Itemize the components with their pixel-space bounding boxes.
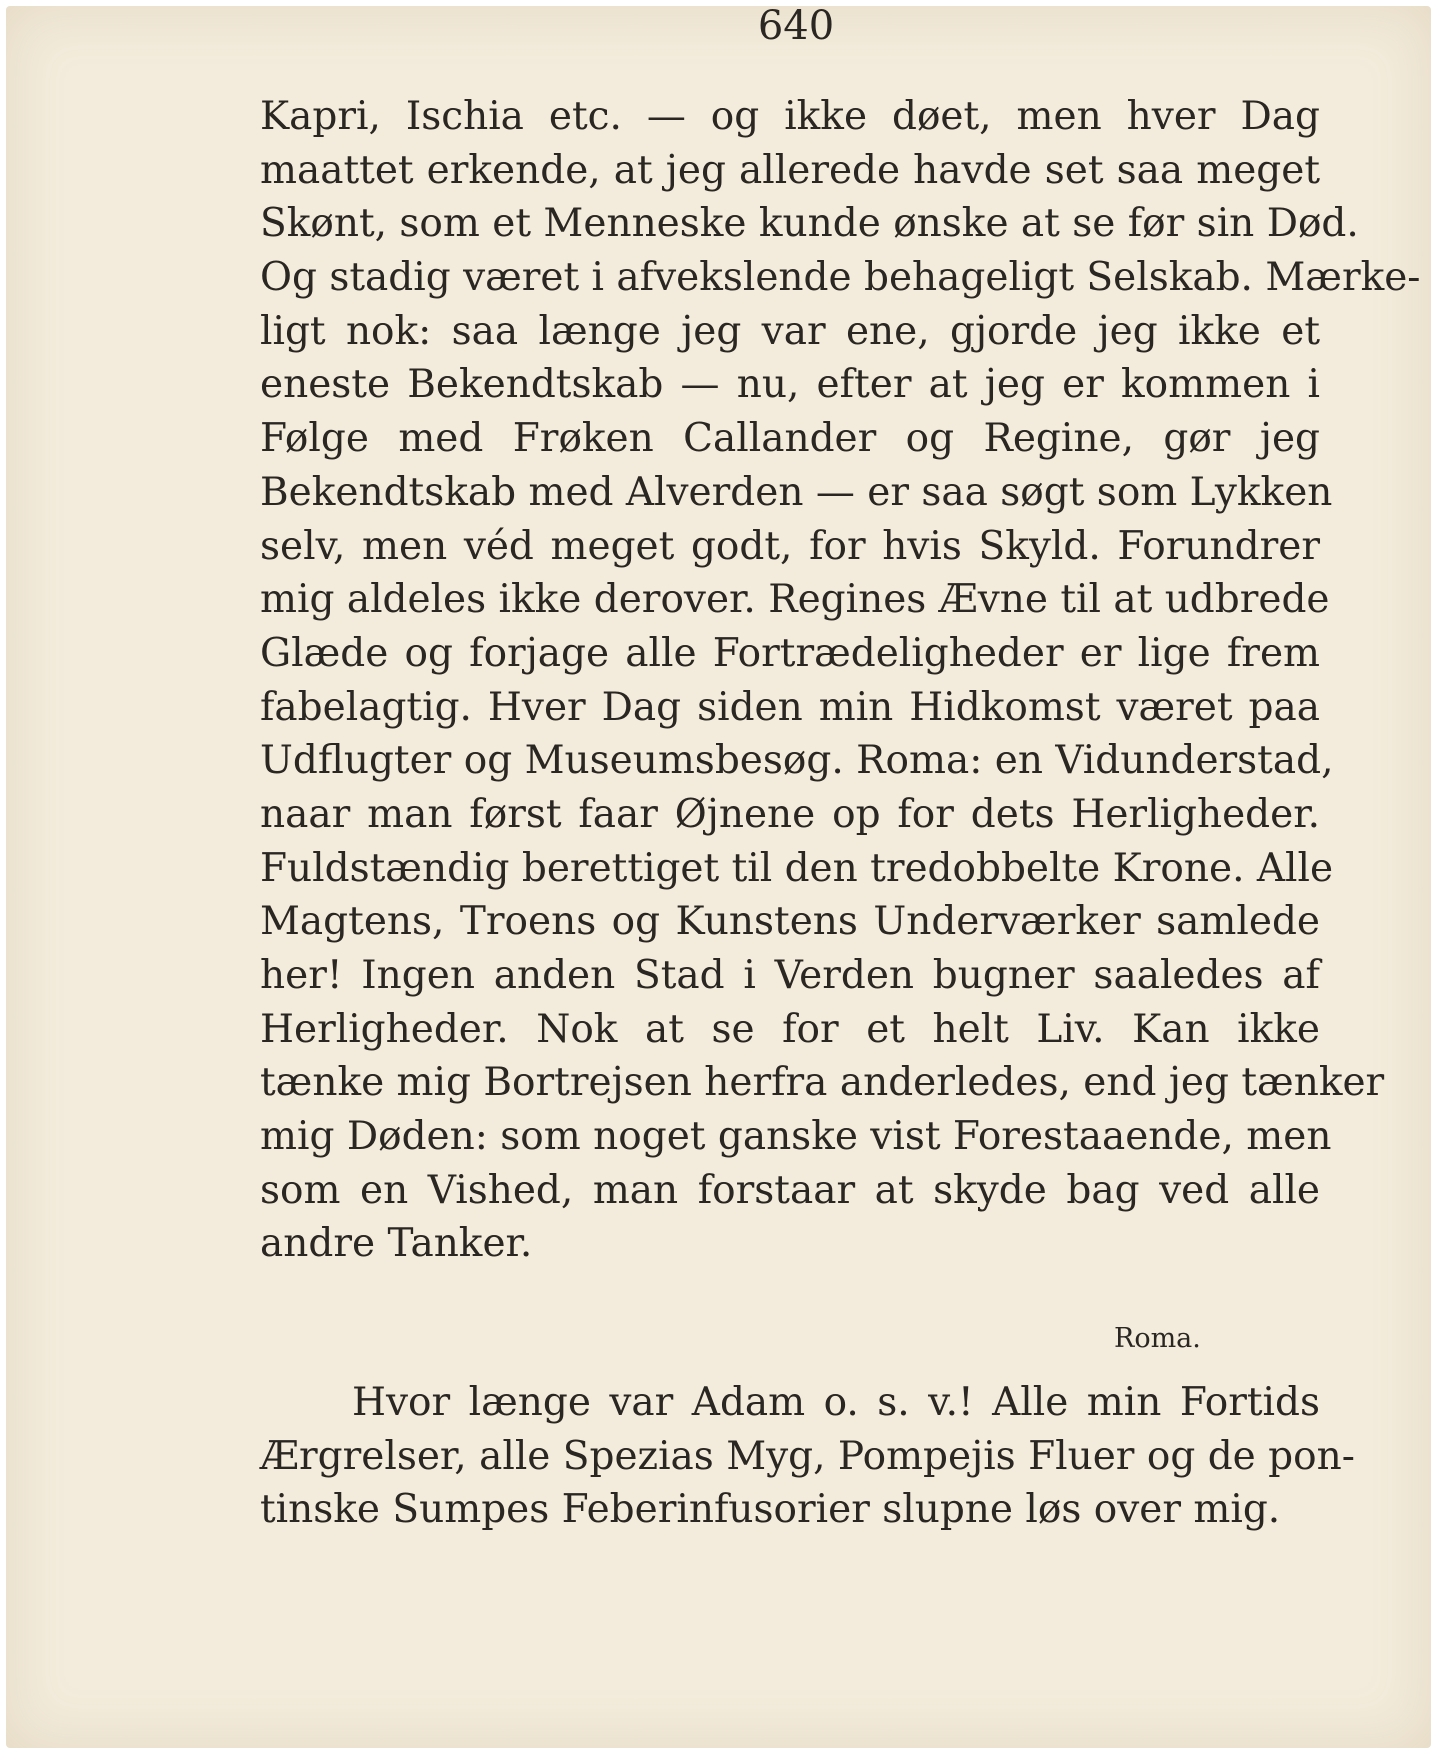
text-line: Kapri, Ischia etc. — og ikke døet, men hver Dag <box>260 94 1320 139</box>
text-line: maattet erkende, at jeg allerede havde set saa meget <box>260 147 1320 193</box>
text-line: tinske Sumpes Feberinfusorier slupne løs over mig. <box>260 1487 1281 1533</box>
text-line: Fuldstændig berettiget til den tredobbelte Krone. Alle <box>260 845 1334 891</box>
place-heading: Roma. <box>1114 1323 1201 1354</box>
text-line: mig Døden: som noget ganske vist Forestaaende, men <box>260 1114 1332 1160</box>
page-number: 640 <box>757 3 835 49</box>
book-page <box>6 3 1431 1748</box>
text-line: eneste Bekendtskab — nu, efter at jeg er kommen i <box>260 362 1320 408</box>
text-line: ligt nok: saa længe jeg var ene, gjorde jeg ikke et <box>260 308 1320 354</box>
text-line: Herligheder. Nok at se for et helt Liv. Kan ikke <box>260 1006 1320 1052</box>
text-line: Magtens, Troens og Kunstens Underværker samlede <box>260 899 1320 945</box>
text-line: her! Ingen anden Stad i Verden bugner saaledes af <box>260 953 1320 998</box>
text-line: Glæde og forjage alle Fortrædeligheder er lige frem <box>260 630 1320 676</box>
paragraph-2 <box>260 1376 1355 1537</box>
text-line: Skønt, som et Menneske kunde ønske at se før sin Død. <box>260 201 1359 247</box>
text-line: fabelagtig. Hver Dag siden min Hidkomst været paa <box>260 684 1320 730</box>
text-line: Følge med Frøken Callander og Regine, gør jeg <box>260 416 1320 462</box>
text-line: tænke mig Bortrejsen herfra anderledes, end jeg tænker <box>260 1060 1385 1106</box>
paragraph-1 <box>260 90 1421 1271</box>
text-line: Hvor længe var Adam o. s. v.! Alle min Fortids <box>352 1380 1320 1425</box>
text-line: Og stadig været i afvekslende behageligt Selskab. Mærke- <box>260 255 1421 301</box>
text-line: mig aldeles ikke derover. Regines Ævne til at udbrede <box>260 577 1330 623</box>
text-line: selv, men véd meget godt, for hvis Skyld. Forundrer <box>260 523 1320 569</box>
text-line: som en Vished, man forstaar at skyde bag ved alle <box>260 1167 1320 1213</box>
text-line: Ærgrelser, alle Spezias Myg, Pompejis Fluer og de pon- <box>260 1433 1355 1479</box>
text-line: andre Tanker. <box>260 1221 533 1267</box>
text-line: Udflugter og Museumsbesøg. Roma: en Vidunderstad, <box>260 738 1334 784</box>
text-line: naar man først faar Øjnene op for dets Herligheder. <box>260 791 1320 837</box>
text-line: Bekendtskab med Alverden — er saa søgt som Lykken <box>260 469 1333 515</box>
